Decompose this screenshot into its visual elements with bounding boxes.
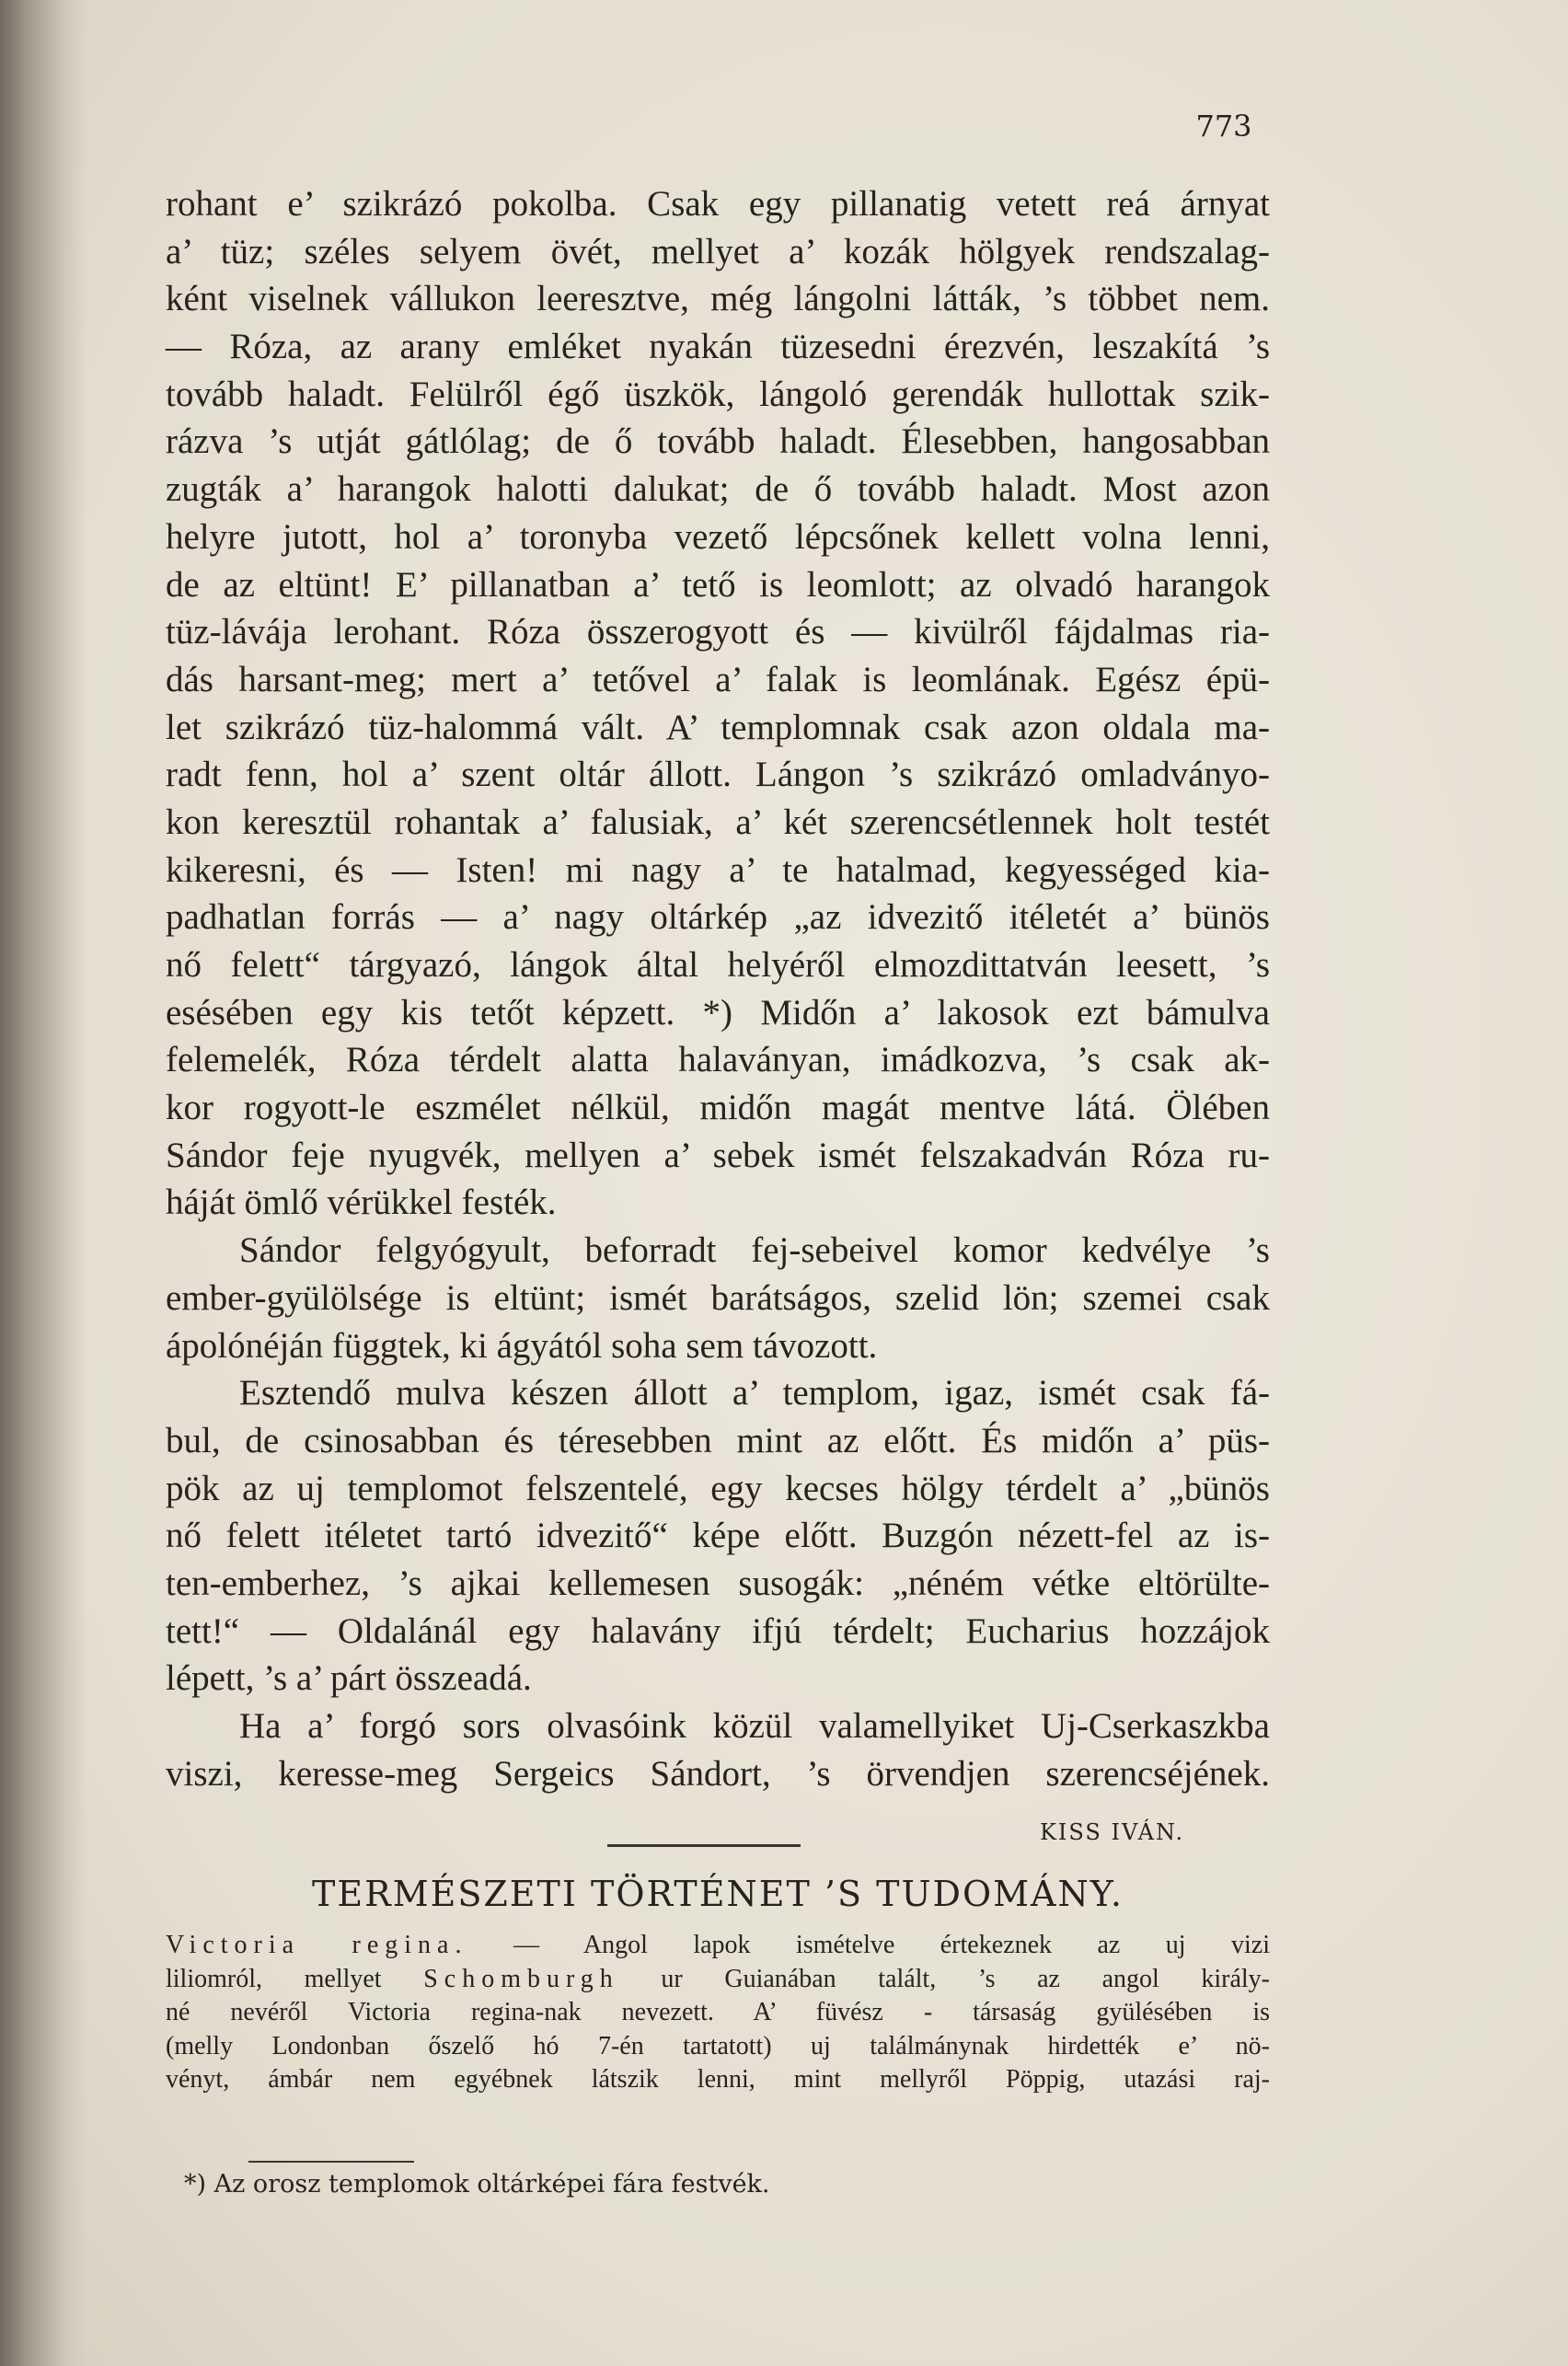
text-line: Sándor feje nyugvék, mellyen a’ sebek ismét felszakadván Róza ru- xyxy=(166,1135,1270,1175)
text-line: radt fenn, hol a’ szent oltár állott. Lángon ’s szikrázó omladványo- xyxy=(166,755,1270,795)
text-line: tovább haladt. Felülről égő üszkök, lángoló gerendák hullottak szik- xyxy=(166,374,1270,414)
text-line: — Róza, az arany emléket nyakán tüzesedni érezvén, leszakítá ’s xyxy=(166,327,1270,367)
footnote: *) Az orosz templomok oltárképei fára festvék. xyxy=(184,2170,770,2199)
text-line: felemelék, Róza térdelt alatta halaványan, imádkozva, ’s csak ak- xyxy=(166,1040,1270,1080)
page-number: 773 xyxy=(1195,109,1252,144)
text-line: a’ tüz; széles selyem övét, mellyet a’ kozák hölgyek rendszalag- xyxy=(166,231,1270,271)
text-line: tüz-lávája lerohant. Róza összerogyott és — kivülről fájdalmas ria- xyxy=(166,612,1270,652)
article-line-text: — Angol lapok ismételve értekeznek az uj vizi xyxy=(513,1931,1271,1959)
text-line: padhatlan forrás — a’ nagy oltárkép „az idvezitő itéletét a’ bünös xyxy=(166,897,1270,938)
article-line-text: liliomról, mellyet xyxy=(166,1964,382,1993)
article-line: vényt, ámbár nem egyébnek látszik lenni, mint mellyről Pöppig, utazási raj- xyxy=(166,2065,1270,2095)
section-divider xyxy=(607,1844,801,1847)
author-signature: KISS IVÁN. xyxy=(1040,1819,1185,1845)
footnote-rule xyxy=(248,2161,414,2163)
text-line: Sándor felgyógyult, beforradt fej-sebeivel komor kedvélye ’s xyxy=(239,1230,1270,1271)
text-line: ápolónéján függtek, ki ágyától soha sem távozott. xyxy=(166,1325,878,1366)
text-line: tett!“ — Oldalánál egy halavány ifjú térdelt; Eucharius hozzájok xyxy=(166,1610,1270,1651)
article-line xyxy=(166,1929,1270,1963)
text-line: nő felett“ tárgyazó, lángok által helyéről elmozdittatván leesett, ’s xyxy=(166,945,1270,985)
text-line: ten-emberhez, ’s ajkai kellemesen susogák: „néném vétke eltörülte- xyxy=(166,1563,1270,1603)
text-line: lépett, ’s a’ párt összeadá. xyxy=(166,1658,532,1699)
article-line: (melly Londonban őszelő hó 7-én tartatott) uj találmánynak hirdették e’ nö- xyxy=(166,2031,1270,2060)
text-line: rázva ’s utját gátlólag; de ő tovább haladt. Élesebben, hangosabban xyxy=(166,421,1270,462)
text-line: esésében egy kis tetőt képzett. *) Midőn a’ lakosok ezt bámulva xyxy=(166,992,1270,1033)
text-line: dás harsant-meg; mert a’ tetővel a’ falak is leomlának. Egész épü- xyxy=(166,659,1270,699)
text-line: viszi, keresse-meg Sergeics Sándort, ’s örvendjen szerencséjének. xyxy=(166,1753,1270,1794)
text-line: Esztendő mulva készen állott a’ templom, igaz, ismét csak fá- xyxy=(239,1373,1270,1414)
text-line: bul, de csinosabban és téresebben mint az előtt. És midőn a’ püs- xyxy=(166,1420,1270,1460)
text-line: zugták a’ harangok halotti dalukat; de ő tovább haladt. Most azon xyxy=(166,469,1270,510)
text-line: kikeresni, és — Isten! mi nagy a’ te hatalmad, kegyességed kia- xyxy=(166,849,1270,890)
section-heading: TERMÉSZETI TÖRTÉNET ’S TUDOMÁNY. xyxy=(312,1874,1124,1914)
story-text xyxy=(166,180,1270,1797)
text-line: Ha a’ forgó sors olvasóink közül valamellyiket Uj-Cserkaszkba xyxy=(239,1706,1270,1746)
text-line: ként viselnek vállukon leeresztve, még lángolni látták, ’s többet nem. xyxy=(166,279,1270,319)
page-binding-shadow xyxy=(0,0,87,2366)
text-line: kor rogyott-le eszmélet nélkül, midőn magát mentve látá. Ölében xyxy=(166,1088,1270,1128)
text-line: háját ömlő vérükkel festék. xyxy=(166,1183,557,1223)
text-line: let szikrázó tüz-halommá vált. A’ templomnak csak azon oldala ma- xyxy=(166,707,1270,747)
article-text xyxy=(166,1929,1270,2097)
text-line: de az eltünt! E’ pillanatban a’ tető is leomlott; az olvadó harangok xyxy=(166,564,1270,605)
article-line-text: ur Guianában talált, ’s az angol király- xyxy=(661,1964,1271,1993)
article-title: Victoria regina. xyxy=(166,1931,468,1959)
text-line: pök az uj templomot felszentelé, egy kecses hölgy térdelt a’ „bünös xyxy=(166,1468,1270,1508)
text-line: kon keresztül rohantak a’ falusiak, a’ két szerencsétlennek holt testét xyxy=(166,802,1270,842)
text-line: helyre jutott, hol a’ toronyba vezető lépcsőnek kellett volna lenni, xyxy=(166,516,1270,557)
article-line xyxy=(166,1963,1270,1997)
text-line: ember-gyülölsége is eltünt; ismét barátságos, szelid lön; szemei csak xyxy=(166,1277,1270,1318)
article-line: né nevéről Victoria regina-nak nevezett. A’ füvész - társaság gyülésében is xyxy=(166,1998,1270,2027)
person-name: Schomburgh xyxy=(423,1964,619,1993)
text-line: rohant e’ szikrázó pokolba. Csak egy pillanatig vetett reá árnyat xyxy=(166,184,1270,224)
text-line: nő felett itéletet tartó idvezitő“ képe előtt. Buzgón nézett-fel az is- xyxy=(166,1516,1270,1556)
